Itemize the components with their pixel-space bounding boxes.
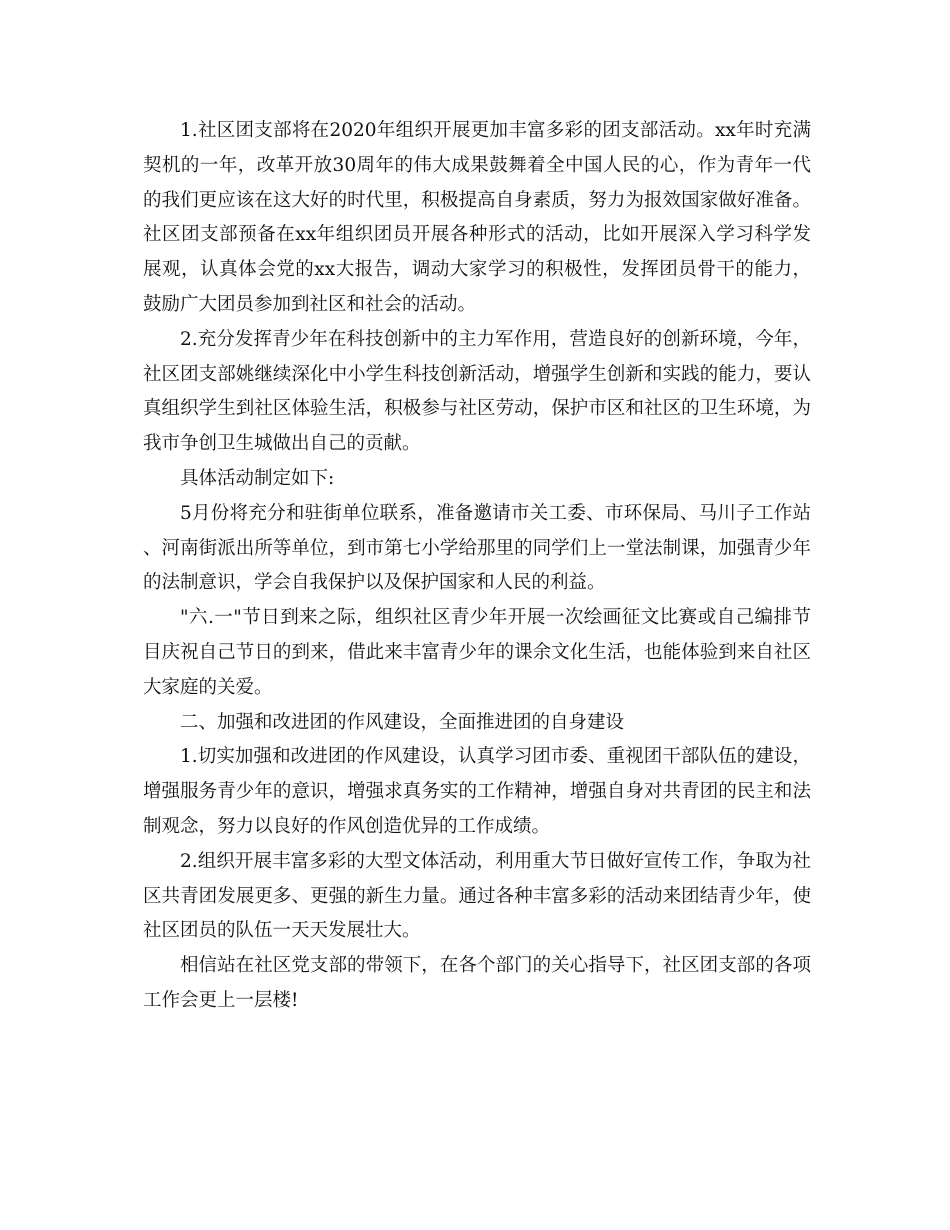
paragraph-activities-plan: 1.社区团支部将在2020年组织开展更加丰富多彩的团支部活动。xx年时充满契机的一年，改革开放30周年的伟大成果鼓舞着全中国人民的心，作为青年一代的我们更应该在这大好的时代里，积极提高自身素质，努力为报效国家做好准备。社区团支部预备在xx年组织团员开展各种形式的活动，比如开展深入学习科学发展观，认真体会党的xx大报告，调动大家学习的积极性，发挥团员骨干的能力，鼓励广大团员参加到社区和社会的活动。 — [143, 120, 811, 315]
section-heading-style-building: 二、加强和改进团的作风建设，全面推进团的自身建设 — [180, 711, 625, 733]
paragraph-may-legal-class: 5月份将充分和驻街单位联系，准备邀请市关工委、市环保局、马川子工作站、河南街派出所等单位，到市第七小学给那里的同学们上一堂法制课，加强青少年的法制意识，学会自我保护以及保护国家和人民的利益。 — [143, 502, 811, 594]
paragraph-childrens-day: "六.一"节日到来之际，组织社区青少年开展一次绘画征文比赛或自己编排节目庆祝自己节日的到来，借此来丰富青少年的课余文化生活，也能体验到来自社区大家庭的关爱。 — [143, 607, 811, 698]
paragraph-conclusion: 相信站在社区党支部的带领下，在各个部门的关心指导下，社区团支部的各项工作会更上一层楼! — [143, 955, 811, 1011]
paragraph-style-building: 1.切实加强和改进团的作风建设，认真学习团市委、重视团干部队伍的建设，增强服务青少年的意识，增强求真务实的工作精神，增强自身对共青团的民主和法制观念，努力以良好的作风创造优异的工作成绩。 — [143, 746, 811, 837]
paragraph-tech-innovation: 2.充分发挥青少年在科技创新中的主力军作用，营造良好的创新环境，今年，社区团支部姚继续深化中小学生科技创新活动，增强学生创新和实践的能力，要认真组织学生到社区体验生活，积极参与社区劳动，保护市区和社区的卫生环境，为我市争创卫生城做出自己的贡献。 — [143, 328, 811, 455]
document-body — [143, 114, 811, 1019]
paragraph-activity-intro: 具体活动制定如下: — [180, 467, 335, 489]
paragraph-cultural-activities: 2.组织开展丰富多彩的大型文体活动，利用重大节日做好宣传工作，争取为社区共青团发展更多、更强的新生力量。通过各种丰富多彩的活动来团结青少年，使社区团员的队伍一天天发展壮大。 — [143, 850, 811, 942]
